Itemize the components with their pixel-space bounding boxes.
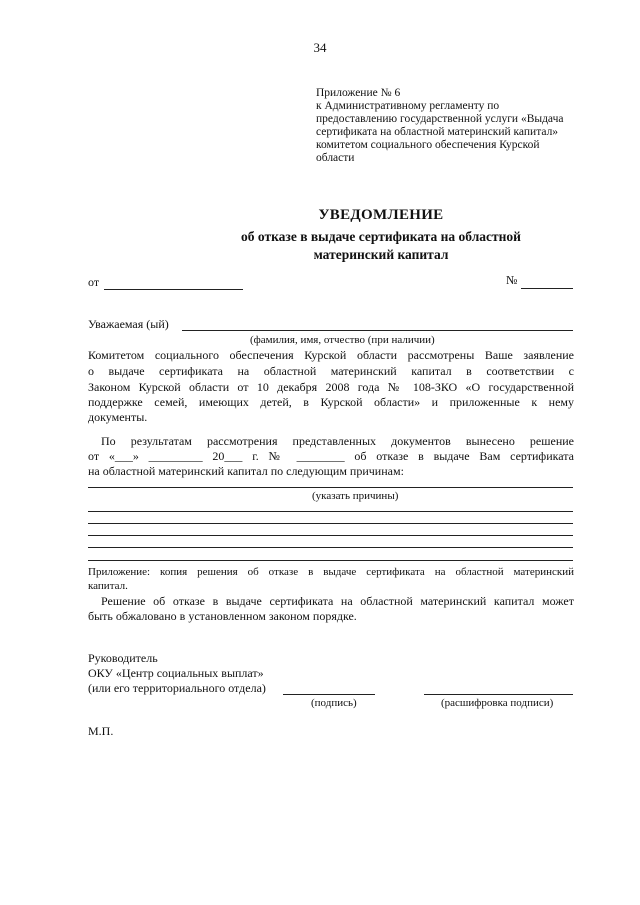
appendix-line: Приложение № 6 bbox=[316, 87, 401, 99]
signature-line bbox=[283, 694, 375, 695]
number-label: № bbox=[506, 273, 518, 287]
reason-line bbox=[88, 535, 573, 536]
appendix-line: сертификата на областной материнский капитал» bbox=[316, 126, 559, 138]
signature-caption: (подпись) bbox=[311, 697, 357, 709]
appendix-line: области bbox=[316, 152, 355, 164]
appeal-line1: Решение об отказе в выдаче сертификата на областной материнский капитал может bbox=[101, 594, 574, 608]
signature-organization: ОКУ «Центр социальных выплат» bbox=[88, 666, 264, 680]
signature-position: Руководитель bbox=[88, 651, 158, 665]
reason-line bbox=[88, 487, 573, 488]
reason-line bbox=[88, 560, 573, 561]
paragraph1-line: Комитетом социального обеспечения Курской области рассмотрены Ваше заявление bbox=[88, 348, 574, 362]
paragraph1-line: Законом Курской области от 10 декабря 2008 года № 108-ЗКО «О государственной bbox=[88, 380, 574, 394]
appendix-line: комитетом социального обеспечения Курской bbox=[316, 139, 540, 151]
reason-line bbox=[88, 511, 573, 512]
addressee-label: Уважаемая (ый) bbox=[88, 317, 169, 331]
notice-title: УВЕДОМЛЕНИЕ bbox=[318, 207, 444, 223]
paragraph2-line1: По результатам рассмотрения представленных документов вынесено решение bbox=[101, 434, 574, 448]
paragraph2-line2: от «___» _________ 20___ г. № ________ об отказе в выдаче Вам сертификата bbox=[88, 449, 574, 463]
appendix-line: к Административному регламенту по bbox=[316, 100, 500, 112]
reasons-caption: (указать причины) bbox=[312, 490, 399, 502]
reason-line bbox=[88, 547, 573, 548]
notice-subtitle-line2: материнский капитал bbox=[313, 247, 449, 262]
paragraph1-last-line: документы. bbox=[88, 410, 148, 424]
paragraph1-line: о выдаче сертификата на областной материнский капитал в соответствии с bbox=[88, 364, 574, 378]
notice-subtitle-line1: об отказе в выдаче сертификата на областной bbox=[241, 229, 521, 244]
paragraph2-line3: на областной материнский капитал по следующим причинам: bbox=[88, 464, 404, 478]
addressee-caption: (фамилия, имя, отчество (при наличии) bbox=[250, 334, 435, 346]
from-date-line bbox=[104, 289, 243, 290]
attachment-note-line1: Приложение: копия решения об отказе в выдаче сертификата на областной материнский bbox=[88, 566, 574, 578]
addressee-name-line bbox=[182, 330, 573, 331]
stamp-place: М.П. bbox=[88, 724, 114, 738]
from-label: от bbox=[88, 275, 100, 289]
appeal-line2: быть обжаловано в установленном законом порядке. bbox=[88, 609, 357, 623]
signature-decode-caption: (расшифровка подписи) bbox=[441, 697, 554, 709]
signature-decode-line bbox=[424, 694, 573, 695]
signature-department: (или его территориального отдела) bbox=[88, 681, 266, 695]
attachment-note-line2: капитал. bbox=[88, 580, 128, 592]
number-line bbox=[521, 288, 573, 289]
appendix-line: предоставлению государственной услуги «Выдача bbox=[316, 113, 564, 125]
page-number: 34 bbox=[313, 40, 327, 55]
paragraph1-line: поддержке семей, имеющих детей, в Курской области» и приложенные к нему bbox=[88, 395, 574, 409]
reason-line bbox=[88, 523, 573, 524]
appendix-block bbox=[316, 87, 563, 165]
